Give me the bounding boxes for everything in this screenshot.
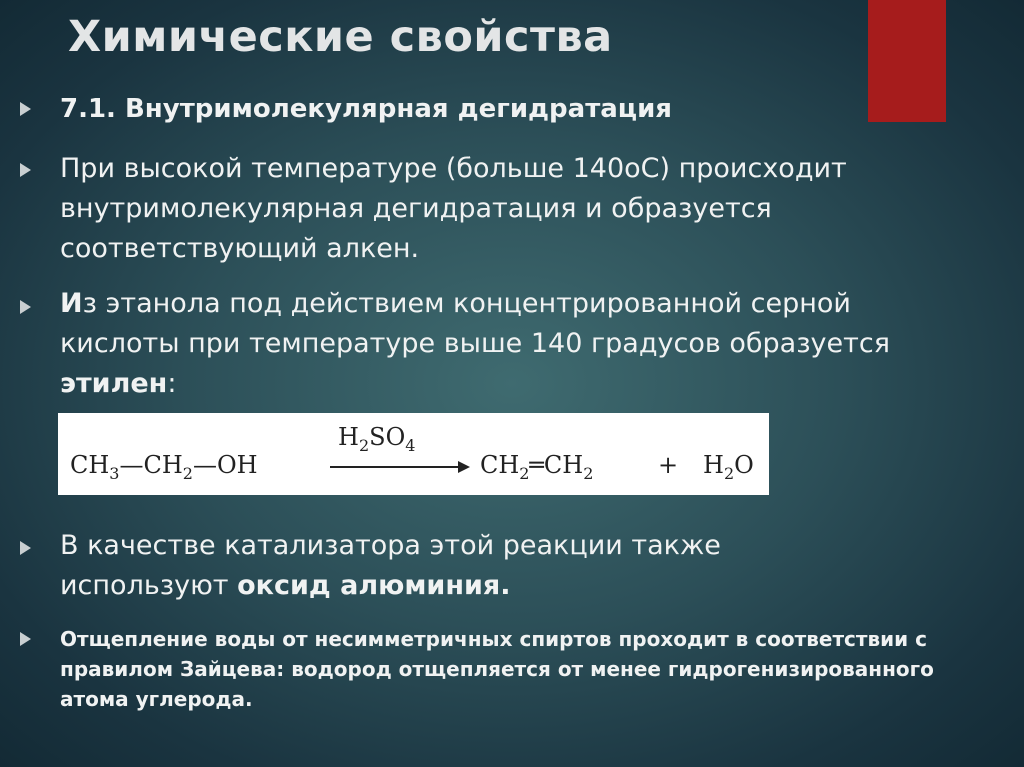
bullet-zaitsev-rule: Отщепление воды от несимметричных спиртов проходит в соответствии с правилом Зайцева: водород отщепляется от менее гидрогенизированного атома углерода. <box>60 627 934 711</box>
bullet-catalyst <box>60 526 880 606</box>
reaction-arrow-icon <box>330 466 460 468</box>
bullet-arrow-icon <box>20 163 31 177</box>
bullet-arrow-icon <box>20 300 31 314</box>
bullet-ethanol-text: з этанола под действием концентрированной серной кислоты при температуре выше 140 градусов образуется <box>60 288 890 359</box>
product-water: $H_2O$ <box>703 451 754 483</box>
plus-sign: + <box>658 451 679 479</box>
bullet-heading: 7.1. Внутримолекулярная дегидратация <box>60 94 672 124</box>
ethylene-term: этилен <box>60 368 168 399</box>
slide-title: Химические свойства <box>68 12 613 62</box>
bullet-arrow-icon <box>20 102 31 116</box>
bullet-catalyst-text: В качестве катализатора этой реакции также используют <box>60 530 721 601</box>
bullet-arrow-icon <box>20 541 31 555</box>
bullet-ethanol-initial: И <box>60 288 83 319</box>
reaction-equation <box>58 413 769 495</box>
reactant-ethanol: $CH_3—CH_2—OH$ <box>70 451 258 483</box>
accent-tab <box>868 0 946 122</box>
aluminum-oxide-term: оксид алюминия. <box>237 570 511 601</box>
catalyst-label: $H_2SO_4$ <box>338 423 416 455</box>
bullet-arrow-icon <box>20 632 31 646</box>
product-ethylene: $CH_2═CH_2$ <box>480 451 594 483</box>
bullet-ethanol-colon: : <box>167 368 177 399</box>
bullet-high-temperature: При высокой температуре (больше 140оС) происходит внутримолекулярная дегидратация и образуется соответствующий алкен. <box>60 153 847 264</box>
bullet-ethanol <box>60 284 950 404</box>
